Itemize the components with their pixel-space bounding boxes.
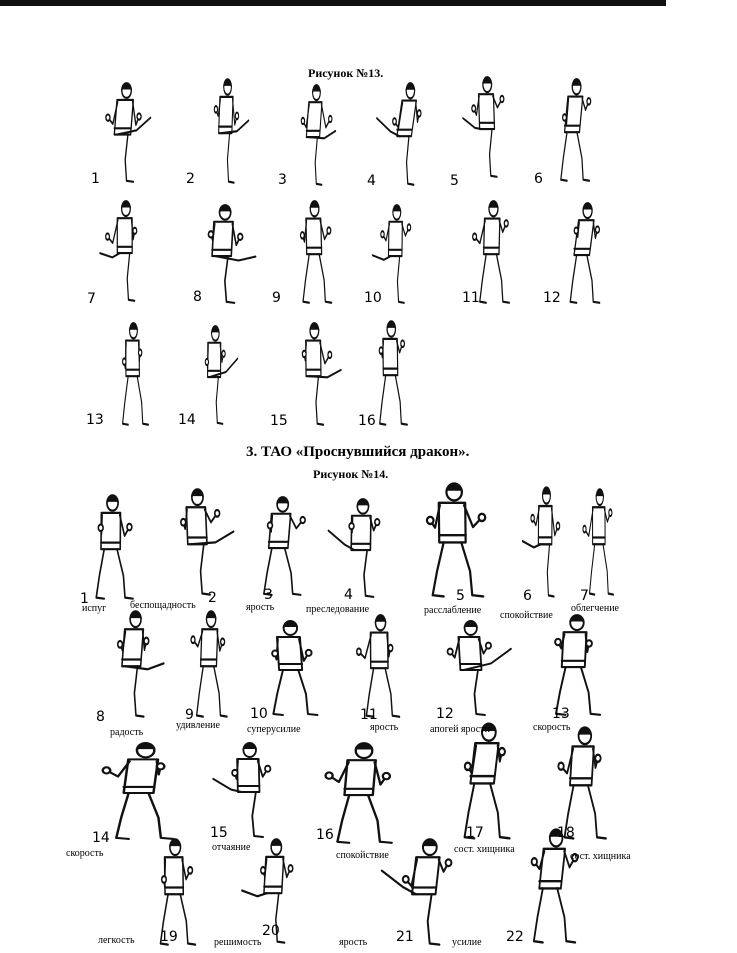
figure-fist: [137, 113, 141, 119]
figure-torso: [370, 633, 388, 669]
figure-fist: [403, 876, 409, 883]
figure-13-number: 6: [534, 171, 543, 187]
figure-fist: [446, 859, 452, 866]
figure-torso: [201, 629, 218, 666]
pose-drawing: [176, 608, 242, 723]
figure-fist: [144, 638, 149, 645]
figure-14-pose-22: [504, 826, 594, 946]
figure-leg: [547, 544, 554, 596]
figure-13-number: 12: [543, 290, 561, 306]
pose-drawing: [76, 740, 200, 842]
figure-13-number: 13: [86, 412, 104, 428]
figure-leg: [197, 666, 204, 716]
figure-14-number: 2: [208, 590, 217, 606]
figure-fist: [327, 227, 331, 233]
figure-leg: [397, 256, 404, 303]
figure-13-number: 5: [450, 173, 459, 189]
figure-14-number: 6: [523, 588, 532, 604]
figure-leg: [116, 793, 128, 839]
figure-leg: [227, 133, 234, 183]
figure-14-caption: ярость: [246, 602, 275, 613]
figure-leg: [127, 253, 134, 301]
figure-leg: [214, 666, 227, 716]
figure-14-pose-7: [574, 486, 626, 598]
figure-fist: [302, 351, 306, 357]
figure-14-number: 15: [210, 825, 228, 841]
figure-14-caption: расслабление: [424, 605, 482, 616]
figure-fist: [595, 755, 600, 762]
figure-13-number: 8: [193, 289, 202, 305]
figure-leg: [587, 255, 600, 303]
figure-13-number: 15: [270, 413, 288, 429]
pose-drawing: [362, 318, 422, 428]
figure-14-pose-13: [526, 612, 622, 718]
figure-13-pose-7: [95, 198, 157, 304]
figure-13-number: 3: [278, 172, 287, 188]
figure-14-number: 5: [456, 588, 465, 604]
figure-13-pose-3: [285, 82, 340, 188]
figure-leg: [273, 670, 283, 715]
figure-13-pose-1: [88, 80, 156, 185]
figure-fist: [596, 226, 600, 232]
figure-torso: [212, 222, 233, 256]
pose-drawing: [400, 480, 510, 600]
figure-torso: [388, 222, 402, 256]
figure-fist: [574, 228, 578, 234]
figure-14-pose-17: [432, 720, 530, 842]
figure-fist: [118, 641, 123, 648]
figure-torso: [592, 507, 605, 544]
figure-14-caption: ярость: [370, 722, 399, 733]
figure-13-pose-2: [198, 76, 253, 186]
figure-14-number: 9: [185, 707, 194, 723]
figure-14-number: 22: [506, 929, 524, 945]
figure-14-number: 17: [466, 825, 484, 841]
figure-leg: [337, 795, 349, 843]
figure-14-caption: усилие: [452, 937, 482, 948]
figure-leg: [319, 254, 331, 303]
figure-13-number: 2: [186, 171, 195, 187]
figure-fist: [427, 517, 434, 524]
figure-14-pose-5: [400, 480, 510, 600]
figure-13-number: 7: [87, 291, 96, 307]
figure-leg: [134, 666, 143, 716]
pose-drawing: [285, 82, 340, 188]
figure-leg: [590, 544, 595, 594]
figure-fist: [583, 526, 586, 533]
figure-13-pose-4: [372, 80, 432, 188]
figure-14-caption: решимость: [214, 937, 262, 948]
pose-drawing: [106, 320, 162, 428]
figure-fist: [123, 358, 126, 364]
figure-14-caption: преследование: [306, 604, 370, 615]
figure-torso: [117, 218, 132, 253]
figure-torso: [458, 637, 481, 670]
figure-14-caption: скорость: [533, 722, 571, 733]
figure-fist: [375, 519, 380, 525]
figure-leg: [100, 253, 120, 257]
figure-fist: [329, 116, 332, 122]
figure-fist: [328, 352, 332, 358]
figure-torso: [237, 759, 259, 792]
figure-fist: [401, 340, 405, 347]
figure-leg: [328, 531, 354, 550]
figure-13-number: 9: [272, 290, 281, 306]
figure-leg: [285, 548, 301, 595]
figure-14-number: 12: [436, 706, 454, 722]
figure-14-caption: суперусилие: [247, 724, 301, 735]
figure-fist: [326, 772, 333, 778]
figure-14-pose-1: [72, 492, 152, 602]
figure-13-pose-14: [188, 323, 242, 427]
figure-fist: [407, 224, 410, 230]
figure-fist: [265, 766, 270, 772]
figure-fist: [288, 865, 292, 872]
figure-leg: [180, 894, 195, 944]
figure-leg: [303, 254, 309, 303]
figure-leg: [364, 550, 374, 597]
figure-fist: [300, 517, 305, 523]
figure-14-pose-9: [176, 608, 242, 723]
figure-14-number: 3: [264, 587, 273, 603]
figure-leg: [570, 255, 576, 303]
pose-drawing: [322, 496, 402, 603]
pose-drawing: [458, 74, 520, 180]
figure-fist: [301, 118, 304, 124]
pose-drawing: [246, 618, 342, 718]
figure-fist: [465, 763, 471, 770]
figure-14-pose-14: [76, 740, 200, 842]
pose-drawing: [285, 198, 347, 306]
figure-fist: [162, 876, 167, 883]
figure-14-caption: сост. хищника: [570, 851, 631, 862]
figure-14-pose-4: [322, 496, 402, 603]
section-heading: 3. ТАО «Проснувшийся дракон».: [246, 444, 470, 460]
figure-14-caption: отчаяние: [212, 842, 251, 853]
figure-fist: [532, 858, 537, 865]
figure-13-number: 1: [91, 171, 100, 187]
figure-fist: [235, 113, 238, 120]
page-top-border: [0, 0, 666, 6]
figure-14-number: 1: [80, 591, 89, 607]
pose-drawing: [72, 492, 152, 602]
figure-leg: [395, 375, 407, 425]
figure-leg: [474, 670, 485, 715]
figure-torso: [479, 94, 495, 129]
figure-14-caption: ярость: [339, 937, 368, 948]
figure-14-number: 20: [262, 923, 280, 939]
figure-fist: [388, 645, 392, 651]
figure-14-number: 13: [552, 706, 570, 722]
figure-13-number: 14: [178, 412, 196, 428]
figure-leg: [96, 549, 104, 599]
figure-13-number: 16: [358, 413, 376, 429]
figure-fist: [301, 232, 305, 238]
figure-torso: [351, 516, 371, 550]
figure-leg: [216, 377, 222, 424]
figure-leg: [577, 132, 589, 181]
figure-13-pose-16: [362, 318, 422, 428]
pose-drawing: [92, 608, 170, 720]
figure-torso: [277, 637, 302, 670]
figure-14-number: 19: [160, 929, 178, 945]
figure-14-caption: испуг: [82, 603, 107, 614]
figure-fist: [379, 347, 383, 354]
figure-14-caption: сост. хищника: [454, 844, 515, 855]
figure-leg: [561, 132, 567, 181]
figure-fist: [500, 96, 504, 102]
figure-14-number: 4: [344, 587, 353, 603]
pose-drawing: [198, 76, 253, 186]
figure-14-caption: легкость: [98, 935, 135, 946]
figure-leg: [407, 136, 414, 185]
figure-14-caption: спокойствие: [336, 850, 389, 861]
pose-drawing: [238, 494, 318, 598]
figure-14-number: 14: [92, 830, 110, 846]
figure-torso: [484, 219, 500, 255]
figure-fist: [268, 522, 273, 528]
pose-drawing: [160, 486, 240, 598]
figure-fist: [272, 650, 278, 656]
figure-torso: [538, 506, 552, 544]
figure-torso: [562, 632, 587, 667]
figure-leg: [125, 135, 133, 182]
figure-fist: [357, 648, 361, 654]
figure-fist: [417, 110, 421, 116]
figure-14-pose-8: [92, 608, 170, 720]
figure-fist: [306, 650, 312, 656]
figure-14-caption: радость: [110, 727, 144, 738]
figure-14-pose-12: [430, 618, 518, 718]
figure-torso: [344, 760, 375, 795]
figure-13-pose-5: [458, 74, 520, 180]
figure-leg: [603, 544, 613, 594]
figure-fist: [555, 639, 561, 645]
figure-fist: [103, 767, 110, 773]
figure-fist: [349, 523, 354, 529]
figure-leg: [252, 792, 263, 837]
figure-fist: [138, 349, 141, 355]
figure-fist: [393, 118, 397, 124]
figure-fist: [133, 228, 137, 234]
figure-13-number: 10: [364, 290, 382, 306]
pose-drawing: [430, 618, 518, 718]
figure-torso: [439, 503, 466, 543]
figure-fist: [381, 231, 384, 237]
figure-14-pose-6: [518, 484, 574, 600]
figure-14-pose-10: [246, 618, 342, 718]
figure-fist: [586, 640, 592, 646]
figure-14-number: 11: [360, 707, 378, 723]
figure-leg: [581, 667, 600, 715]
figure-leg: [137, 376, 148, 425]
figure-14-caption: удивление: [176, 720, 220, 731]
figure-fist: [486, 643, 491, 649]
pose-drawing: [88, 80, 156, 185]
figure-fist: [499, 748, 505, 755]
figure-13-number: 4: [367, 173, 376, 189]
figure-fist: [383, 773, 390, 779]
figure-leg: [215, 256, 255, 260]
figure-fist: [609, 509, 612, 516]
figure-fist: [221, 638, 225, 645]
figure-14-pose-11: [345, 612, 417, 723]
figure-fist: [208, 231, 213, 237]
figure-fist: [448, 649, 453, 655]
pose-drawing: [432, 720, 530, 842]
figure-13-pose-9: [285, 198, 347, 306]
figure-torso: [306, 341, 321, 377]
figure-torso: [574, 220, 594, 255]
figure-13-title: Рисунок №13.: [308, 66, 384, 80]
figure-leg: [433, 542, 444, 596]
figure-fist: [205, 359, 208, 365]
pose-drawing: [574, 486, 626, 598]
figure-leg: [123, 376, 129, 425]
figure-torso: [219, 97, 233, 133]
figure-fist: [587, 98, 591, 104]
figure-torso: [126, 341, 140, 377]
figure-fist: [98, 524, 103, 531]
figure-14-pose-2: [160, 486, 240, 598]
figure-leg: [225, 256, 235, 303]
figure-fist: [479, 514, 486, 521]
figure-leg: [490, 129, 497, 177]
figure-leg: [496, 254, 509, 303]
figure-fist: [563, 114, 567, 120]
figure-fist: [106, 233, 110, 239]
pose-drawing: [188, 323, 242, 427]
figure-fist: [157, 763, 164, 769]
figure-torso: [383, 339, 398, 375]
figure-14-number: 21: [396, 929, 414, 945]
figure-fist: [232, 770, 237, 776]
figure-fist: [556, 523, 559, 530]
figure-torso: [165, 857, 184, 894]
pose-drawing: [95, 198, 157, 304]
figure-torso: [570, 746, 594, 785]
figure-14-number: 10: [250, 706, 268, 722]
figure-leg: [534, 888, 543, 942]
figure-fist: [261, 867, 265, 874]
figure-leg: [117, 549, 133, 599]
figure-14-number: 18: [557, 825, 575, 841]
pose-drawing: [372, 80, 432, 188]
figure-leg: [380, 375, 386, 425]
figure-14-pose-3: [238, 494, 318, 598]
figure-fist: [504, 220, 508, 226]
figure-14-caption: облегчение: [571, 603, 619, 614]
figure-leg: [480, 254, 486, 303]
figure-torso: [306, 219, 322, 255]
figure-fist: [181, 519, 186, 526]
figure-torso: [101, 513, 121, 549]
figure-14-caption: спокойствие: [500, 610, 553, 621]
figure-fist: [215, 510, 220, 517]
figure-leg: [298, 670, 317, 715]
figure-fist: [106, 114, 110, 120]
figure-fist: [214, 106, 217, 113]
figure-14-title: Рисунок №14.: [313, 467, 389, 481]
figure-leg: [382, 871, 416, 895]
figure-fist: [191, 636, 195, 643]
figure-torso: [208, 343, 221, 377]
pose-drawing: [526, 612, 622, 718]
figure-14-pose-18: [536, 724, 626, 842]
figure-fist: [238, 234, 243, 240]
figure-leg: [316, 376, 323, 425]
figure-14-caption: беспощадность: [130, 600, 196, 611]
figure-leg: [201, 544, 211, 594]
figure-leg: [385, 668, 399, 717]
figure-14-number: 7: [580, 588, 589, 604]
pose-drawing: [518, 484, 574, 600]
pose-drawing: [284, 320, 346, 428]
figure-leg: [148, 793, 173, 839]
pose-drawing: [345, 612, 417, 723]
pose-drawing: [540, 76, 602, 184]
figure-14-caption: скорость: [66, 848, 104, 859]
figure-13-pose-15: [284, 320, 346, 428]
figure-14-caption: апогей ярости: [430, 724, 490, 735]
figure-fist: [473, 233, 477, 239]
figure-torso: [124, 759, 158, 793]
figure-leg: [557, 888, 575, 942]
figure-13-pose-13: [106, 320, 162, 428]
figure-13-pose-6: [540, 76, 602, 184]
figure-14-number: 16: [316, 827, 334, 843]
figure-leg: [242, 891, 267, 897]
figure-14-number: 8: [96, 709, 105, 725]
figure-fist: [222, 351, 225, 357]
pose-drawing: [536, 724, 626, 842]
figure-fist: [188, 867, 193, 874]
figure-13-number: 11: [462, 290, 480, 306]
figure-leg: [315, 137, 322, 185]
figure-fist: [531, 515, 534, 522]
figure-fist: [127, 524, 132, 531]
figure-leg: [428, 894, 440, 944]
figure-fist: [558, 763, 563, 770]
figure-fist: [472, 105, 476, 111]
pose-drawing: [504, 826, 594, 946]
figure-torso: [186, 507, 207, 544]
